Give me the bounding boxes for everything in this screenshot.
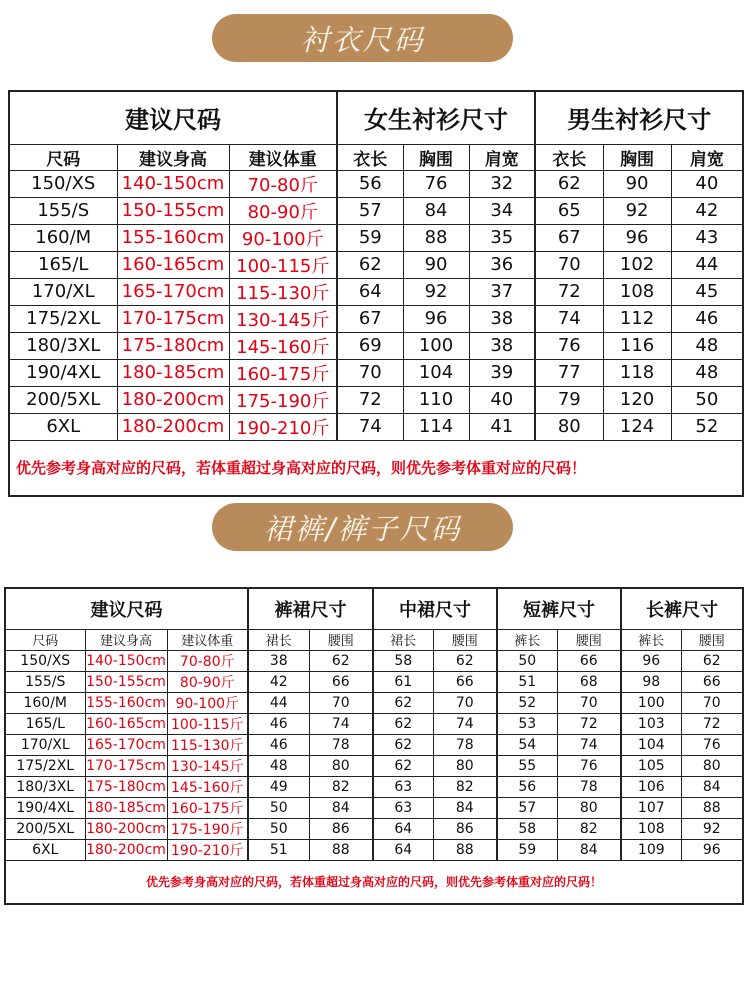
- table-cell: 180-200cm: [85, 839, 167, 860]
- table-cell: 49: [248, 776, 309, 797]
- table-cell: 160/M: [9, 224, 117, 251]
- table-cell: 175-180cm: [85, 776, 167, 797]
- column-header: 裤长: [497, 629, 557, 650]
- table-cell: 38: [469, 305, 535, 332]
- table-cell: 180-200cm: [85, 818, 167, 839]
- table-cell: 86: [309, 818, 373, 839]
- group-header-row: [9, 91, 743, 144]
- table-cell: 180-200cm: [117, 386, 229, 413]
- table-cell: 84: [309, 797, 373, 818]
- table-row: [5, 671, 743, 692]
- column-header: 裙长: [373, 629, 433, 650]
- column-header: 尺码: [9, 144, 117, 170]
- table-cell: 52: [671, 413, 743, 440]
- table-cell: 200/5XL: [9, 386, 117, 413]
- table-cell: 145-160斤: [229, 332, 337, 359]
- table-cell: 64: [373, 839, 433, 860]
- table-cell: 82: [309, 776, 373, 797]
- table-cell: 180/3XL: [5, 776, 85, 797]
- table-cell: 200/5XL: [5, 818, 85, 839]
- table-cell: 86: [433, 818, 497, 839]
- table-cell: 88: [403, 224, 469, 251]
- column-header-row: [9, 144, 743, 170]
- table-cell: 170/XL: [5, 734, 85, 755]
- table-cell: 98: [621, 671, 681, 692]
- table-cell: 54: [497, 734, 557, 755]
- table-cell: 80-90斤: [167, 671, 248, 692]
- table-cell: 76: [535, 332, 603, 359]
- table-cell: 66: [433, 671, 497, 692]
- table-cell: 105: [621, 755, 681, 776]
- table-cell: 130-145斤: [167, 755, 248, 776]
- table-cell: 46: [671, 305, 743, 332]
- table-cell: 175-190斤: [229, 386, 337, 413]
- table-row: [9, 197, 743, 224]
- table-cell: 110: [403, 386, 469, 413]
- table-cell: 78: [309, 734, 373, 755]
- table-cell: 114: [403, 413, 469, 440]
- table-cell: 165-170cm: [117, 278, 229, 305]
- table-cell: 115-130斤: [229, 278, 337, 305]
- table-cell: 66: [309, 671, 373, 692]
- table-cell: 37: [469, 278, 535, 305]
- column-header: 肩宽: [469, 144, 535, 170]
- table-cell: 58: [373, 650, 433, 671]
- table-cell: 116: [603, 332, 671, 359]
- table-cell: 160/M: [5, 692, 85, 713]
- column-header: 建议体重: [167, 629, 248, 650]
- table-cell: 76: [403, 170, 469, 197]
- table-row: [5, 755, 743, 776]
- table-cell: 39: [469, 359, 535, 386]
- table-cell: 100-115斤: [229, 251, 337, 278]
- table-cell: 43: [671, 224, 743, 251]
- table-cell: 80: [681, 755, 743, 776]
- table-cell: 48: [248, 755, 309, 776]
- column-header: 建议身高: [85, 629, 167, 650]
- table-cell: 170-175cm: [117, 305, 229, 332]
- table-cell: 190/4XL: [5, 797, 85, 818]
- shirt-size-table: [8, 90, 744, 497]
- column-header: 腰围: [309, 629, 373, 650]
- table-cell: 170/XL: [9, 278, 117, 305]
- group-header: 男生衬衫尺寸: [535, 91, 743, 144]
- table-cell: 100: [403, 332, 469, 359]
- table-cell: 62: [309, 650, 373, 671]
- table-cell: 160-165cm: [117, 251, 229, 278]
- table-cell: 44: [248, 692, 309, 713]
- table-cell: 96: [681, 839, 743, 860]
- table-cell: 50: [248, 818, 309, 839]
- table-row: [9, 359, 743, 386]
- column-header: 衣长: [535, 144, 603, 170]
- table-cell: 74: [433, 713, 497, 734]
- column-header: 腰围: [557, 629, 621, 650]
- group-header: 建议尺码: [5, 588, 248, 629]
- table-cell: 45: [671, 278, 743, 305]
- bottoms-size-title: 裙裤/裤子尺码: [212, 503, 513, 551]
- table-cell: 74: [309, 713, 373, 734]
- table-cell: 80: [557, 797, 621, 818]
- table-cell: 165-170cm: [85, 734, 167, 755]
- column-header: 衣长: [337, 144, 403, 170]
- table-row: [5, 713, 743, 734]
- table-cell: 70: [557, 692, 621, 713]
- table-cell: 74: [337, 413, 403, 440]
- table-cell: 104: [403, 359, 469, 386]
- table-cell: 58: [497, 818, 557, 839]
- table-cell: 48: [671, 332, 743, 359]
- table-cell: 76: [681, 734, 743, 755]
- column-header: 胸围: [403, 144, 469, 170]
- table-cell: 41: [469, 413, 535, 440]
- table-cell: 100: [621, 692, 681, 713]
- table-cell: 40: [469, 386, 535, 413]
- table-cell: 84: [403, 197, 469, 224]
- table-row: [5, 734, 743, 755]
- column-header: 尺码: [5, 629, 85, 650]
- table-cell: 190-210斤: [229, 413, 337, 440]
- table-cell: 57: [497, 797, 557, 818]
- table-cell: 118: [603, 359, 671, 386]
- table-cell: 130-145斤: [229, 305, 337, 332]
- table-cell: 107: [621, 797, 681, 818]
- group-header-row: [5, 588, 743, 629]
- table-cell: 88: [309, 839, 373, 860]
- table-cell: 63: [373, 776, 433, 797]
- table-cell: 66: [557, 650, 621, 671]
- table-cell: 51: [497, 671, 557, 692]
- table-row: [9, 305, 743, 332]
- table-cell: 80: [309, 755, 373, 776]
- table-cell: 88: [433, 839, 497, 860]
- table-cell: 84: [681, 776, 743, 797]
- table-cell: 48: [671, 359, 743, 386]
- table-cell: 150-155cm: [117, 197, 229, 224]
- table-row: [9, 413, 743, 440]
- table-cell: 90-100斤: [229, 224, 337, 251]
- table-cell: 59: [337, 224, 403, 251]
- table-cell: 56: [337, 170, 403, 197]
- table-cell: 120: [603, 386, 671, 413]
- column-header: 裙长: [248, 629, 309, 650]
- table-cell: 70: [433, 692, 497, 713]
- table-cell: 92: [681, 818, 743, 839]
- table-cell: 100-115斤: [167, 713, 248, 734]
- table-cell: 175-180cm: [117, 332, 229, 359]
- table-cell: 79: [535, 386, 603, 413]
- table-cell: 165/L: [9, 251, 117, 278]
- table-cell: 80-90斤: [229, 197, 337, 224]
- table-cell: 82: [433, 776, 497, 797]
- table-cell: 190-210斤: [167, 839, 248, 860]
- table-cell: 180/3XL: [9, 332, 117, 359]
- table-row: [9, 386, 743, 413]
- table-cell: 96: [403, 305, 469, 332]
- table-cell: 62: [535, 170, 603, 197]
- table-cell: 80: [433, 755, 497, 776]
- table-cell: 150/XS: [5, 650, 85, 671]
- table-cell: 92: [603, 197, 671, 224]
- group-header: 中裙尺寸: [373, 588, 497, 629]
- table-cell: 62: [373, 713, 433, 734]
- table-cell: 38: [248, 650, 309, 671]
- table-row: [9, 251, 743, 278]
- table-row: [9, 170, 743, 197]
- table-cell: 69: [337, 332, 403, 359]
- table-cell: 56: [497, 776, 557, 797]
- table-cell: 70-80斤: [229, 170, 337, 197]
- table-cell: 112: [603, 305, 671, 332]
- table-cell: 140-150cm: [117, 170, 229, 197]
- table-cell: 62: [373, 755, 433, 776]
- table-cell: 51: [248, 839, 309, 860]
- table-cell: 62: [337, 251, 403, 278]
- table-cell: 64: [373, 818, 433, 839]
- table-cell: 175/2XL: [5, 755, 85, 776]
- size-advice-note: 优先参考身高对应的尺码，若体重超过身高对应的尺码，则优先参考体重对应的尺码！: [9, 440, 743, 496]
- table-cell: 155/S: [9, 197, 117, 224]
- table-cell: 150-155cm: [85, 671, 167, 692]
- table-cell: 70: [309, 692, 373, 713]
- table-cell: 145-160斤: [167, 776, 248, 797]
- table-cell: 190/4XL: [9, 359, 117, 386]
- table-cell: 66: [681, 671, 743, 692]
- table-cell: 57: [337, 197, 403, 224]
- table-cell: 90-100斤: [167, 692, 248, 713]
- table-cell: 72: [557, 713, 621, 734]
- table-cell: 84: [433, 797, 497, 818]
- table-cell: 72: [337, 386, 403, 413]
- table-cell: 103: [621, 713, 681, 734]
- group-header: 裤裙尺寸: [248, 588, 373, 629]
- table-cell: 160-165cm: [85, 713, 167, 734]
- table-cell: 70-80斤: [167, 650, 248, 671]
- column-header: 建议身高: [117, 144, 229, 170]
- table-cell: 70: [337, 359, 403, 386]
- table-cell: 67: [535, 224, 603, 251]
- bottoms-size-table: [4, 587, 744, 905]
- table-cell: 155-160cm: [85, 692, 167, 713]
- table-row: [9, 278, 743, 305]
- table-cell: 50: [671, 386, 743, 413]
- table-cell: 92: [403, 278, 469, 305]
- table-cell: 180-185cm: [85, 797, 167, 818]
- column-header-row: [5, 629, 743, 650]
- table-cell: 62: [681, 650, 743, 671]
- table-cell: 42: [671, 197, 743, 224]
- table-cell: 67: [337, 305, 403, 332]
- table-cell: 78: [557, 776, 621, 797]
- note-row: [5, 860, 743, 904]
- table-cell: 70: [681, 692, 743, 713]
- table-cell: 62: [373, 734, 433, 755]
- table-cell: 80: [535, 413, 603, 440]
- table-cell: 108: [621, 818, 681, 839]
- table-row: [5, 776, 743, 797]
- table-cell: 160-175斤: [229, 359, 337, 386]
- table-cell: 53: [497, 713, 557, 734]
- table-cell: 42: [248, 671, 309, 692]
- shirt-size-title: 衬衣尺码: [212, 14, 513, 62]
- table-cell: 77: [535, 359, 603, 386]
- note-row: [9, 440, 743, 496]
- table-cell: 160-175斤: [167, 797, 248, 818]
- table-cell: 6XL: [5, 839, 85, 860]
- group-header: 建议尺码: [9, 91, 337, 144]
- table-cell: 72: [681, 713, 743, 734]
- table-cell: 34: [469, 197, 535, 224]
- table-cell: 102: [603, 251, 671, 278]
- table-row: [5, 839, 743, 860]
- table-cell: 78: [433, 734, 497, 755]
- table-cell: 175-190斤: [167, 818, 248, 839]
- table-cell: 68: [557, 671, 621, 692]
- table-cell: 36: [469, 251, 535, 278]
- table-cell: 32: [469, 170, 535, 197]
- table-cell: 62: [433, 650, 497, 671]
- table-cell: 61: [373, 671, 433, 692]
- group-header: 长裤尺寸: [621, 588, 743, 629]
- table-cell: 74: [557, 734, 621, 755]
- table-cell: 88: [681, 797, 743, 818]
- table-cell: 109: [621, 839, 681, 860]
- table-cell: 6XL: [9, 413, 117, 440]
- table-cell: 155-160cm: [117, 224, 229, 251]
- table-row: [5, 797, 743, 818]
- column-header: 裤长: [621, 629, 681, 650]
- table-cell: 52: [497, 692, 557, 713]
- table-cell: 46: [248, 734, 309, 755]
- table-row: [5, 692, 743, 713]
- table-cell: 124: [603, 413, 671, 440]
- table-cell: 106: [621, 776, 681, 797]
- table-row: [5, 650, 743, 671]
- table-cell: 72: [535, 278, 603, 305]
- size-advice-note: 优先参考身高对应的尺码，若体重超过身高对应的尺码，则优先参考体重对应的尺码！: [5, 860, 743, 904]
- column-header: 腰围: [681, 629, 743, 650]
- column-header: 胸围: [603, 144, 671, 170]
- table-cell: 44: [671, 251, 743, 278]
- table-cell: 82: [557, 818, 621, 839]
- table-row: [5, 818, 743, 839]
- table-cell: 62: [373, 692, 433, 713]
- table-cell: 55: [497, 755, 557, 776]
- table-cell: 180-200cm: [117, 413, 229, 440]
- table-cell: 155/S: [5, 671, 85, 692]
- table-cell: 40: [671, 170, 743, 197]
- table-cell: 90: [403, 251, 469, 278]
- column-header: 腰围: [433, 629, 497, 650]
- table-cell: 35: [469, 224, 535, 251]
- table-cell: 90: [603, 170, 671, 197]
- table-cell: 63: [373, 797, 433, 818]
- table-cell: 50: [248, 797, 309, 818]
- table-cell: 64: [337, 278, 403, 305]
- table-cell: 180-185cm: [117, 359, 229, 386]
- table-cell: 74: [535, 305, 603, 332]
- table-cell: 96: [603, 224, 671, 251]
- table-cell: 76: [557, 755, 621, 776]
- table-cell: 59: [497, 839, 557, 860]
- table-cell: 70: [535, 251, 603, 278]
- table-cell: 50: [497, 650, 557, 671]
- table-cell: 38: [469, 332, 535, 359]
- table-row: [9, 224, 743, 251]
- table-row: [9, 332, 743, 359]
- table-cell: 150/XS: [9, 170, 117, 197]
- table-cell: 108: [603, 278, 671, 305]
- table-cell: 165/L: [5, 713, 85, 734]
- group-header: 女生衬衫尺寸: [337, 91, 535, 144]
- table-cell: 104: [621, 734, 681, 755]
- table-cell: 65: [535, 197, 603, 224]
- column-header: 肩宽: [671, 144, 743, 170]
- table-cell: 170-175cm: [85, 755, 167, 776]
- table-cell: 115-130斤: [167, 734, 248, 755]
- table-cell: 96: [621, 650, 681, 671]
- column-header: 建议体重: [229, 144, 337, 170]
- group-header: 短裤尺寸: [497, 588, 621, 629]
- table-cell: 46: [248, 713, 309, 734]
- table-cell: 175/2XL: [9, 305, 117, 332]
- table-cell: 140-150cm: [85, 650, 167, 671]
- table-cell: 84: [557, 839, 621, 860]
